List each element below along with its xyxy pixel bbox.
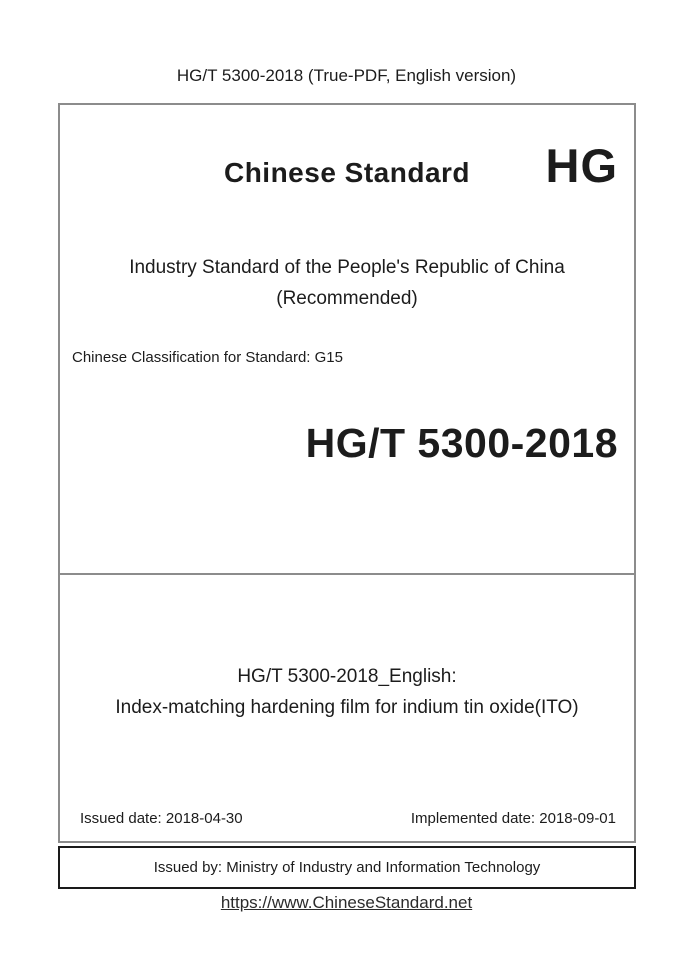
standard-type-recommended: (Recommended) — [276, 288, 418, 309]
page-header-title: HG/T 5300-2018 (True-PDF, English version) — [176, 66, 517, 85]
issued-date: Issued date: 2018-04-30 — [80, 810, 243, 827]
issued-by-line: Issued by: Ministry of Industry and Information Technology — [153, 859, 541, 876]
english-title-line2: Index-matching hardening film for indium tin oxide(ITO) — [115, 697, 579, 718]
brand-title: Chinese Standard — [223, 157, 471, 188]
standard-type-line: Industry Standard of the People's Republic of China — [129, 257, 565, 278]
section-divider — [58, 573, 636, 575]
website-link[interactable]: https://www.ChineseStandard.net — [220, 893, 473, 912]
standard-number: HG/T 5300-2018 — [305, 420, 618, 466]
implemented-date: Implemented date: 2018-09-01 — [410, 810, 616, 827]
issuer-box — [58, 846, 636, 889]
footer — [0, 893, 693, 913]
cover-box — [58, 103, 636, 843]
brand-code-logo: HG — [545, 139, 618, 192]
classification-line: Chinese Classification for Standard: G15 — [72, 349, 343, 366]
english-title-block — [60, 661, 634, 723]
english-title-line1: HG/T 5300-2018_English: — [237, 666, 457, 687]
dates-row — [80, 810, 616, 827]
